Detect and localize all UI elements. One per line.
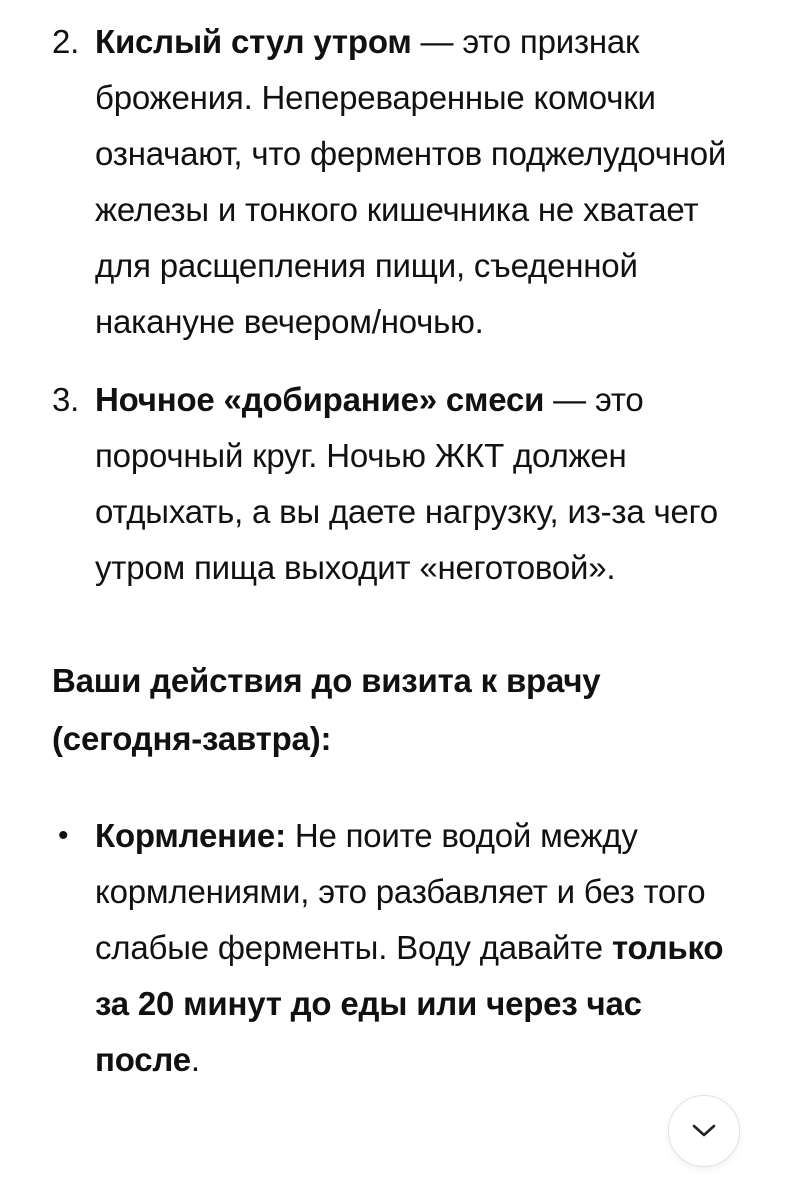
- list-item: [52, 14, 752, 350]
- list-item-title: Кормление:: [95, 817, 286, 854]
- list-item-text: — это признак брожения. Непереваренные комочки означают, что ферментов поджелудочной железы и тонкого кишечника не хватает для расщепления пищи, съеденной накануне вечером/ночью.: [95, 23, 727, 340]
- list-number: 2.: [52, 23, 80, 60]
- message-content: [52, 14, 752, 1088]
- list-item: [52, 808, 752, 1088]
- list-item-text: Не поите водой между кормлениями, это разбавляет и без того слабые ферменты. Воду давайте: [95, 817, 706, 966]
- numbered-list: [52, 14, 752, 596]
- section-heading: Ваши действия до визита к врачу (сегодня-завтра):: [52, 662, 601, 757]
- scroll-down-button[interactable]: [668, 1095, 740, 1167]
- list-number: 3.: [52, 381, 80, 418]
- list-item-title: Кислый стул утром: [95, 23, 412, 60]
- list-item-title: Ночное «добирание» смеси: [95, 381, 545, 418]
- bullet-list: [52, 808, 752, 1088]
- bullet-dot: •: [58, 819, 69, 852]
- list-item-end: .: [190, 1041, 200, 1078]
- list-item-emphasis: только за 20 минут до еды или через час после: [95, 929, 724, 1078]
- list-item: [52, 372, 752, 596]
- list-item-text: — это порочный круг. Ночью ЖКТ должен отдыхать, а вы даете нагрузку, из-за чего утром пища выходит «неготовой».: [95, 381, 718, 586]
- chevron-down-icon: [691, 1123, 717, 1139]
